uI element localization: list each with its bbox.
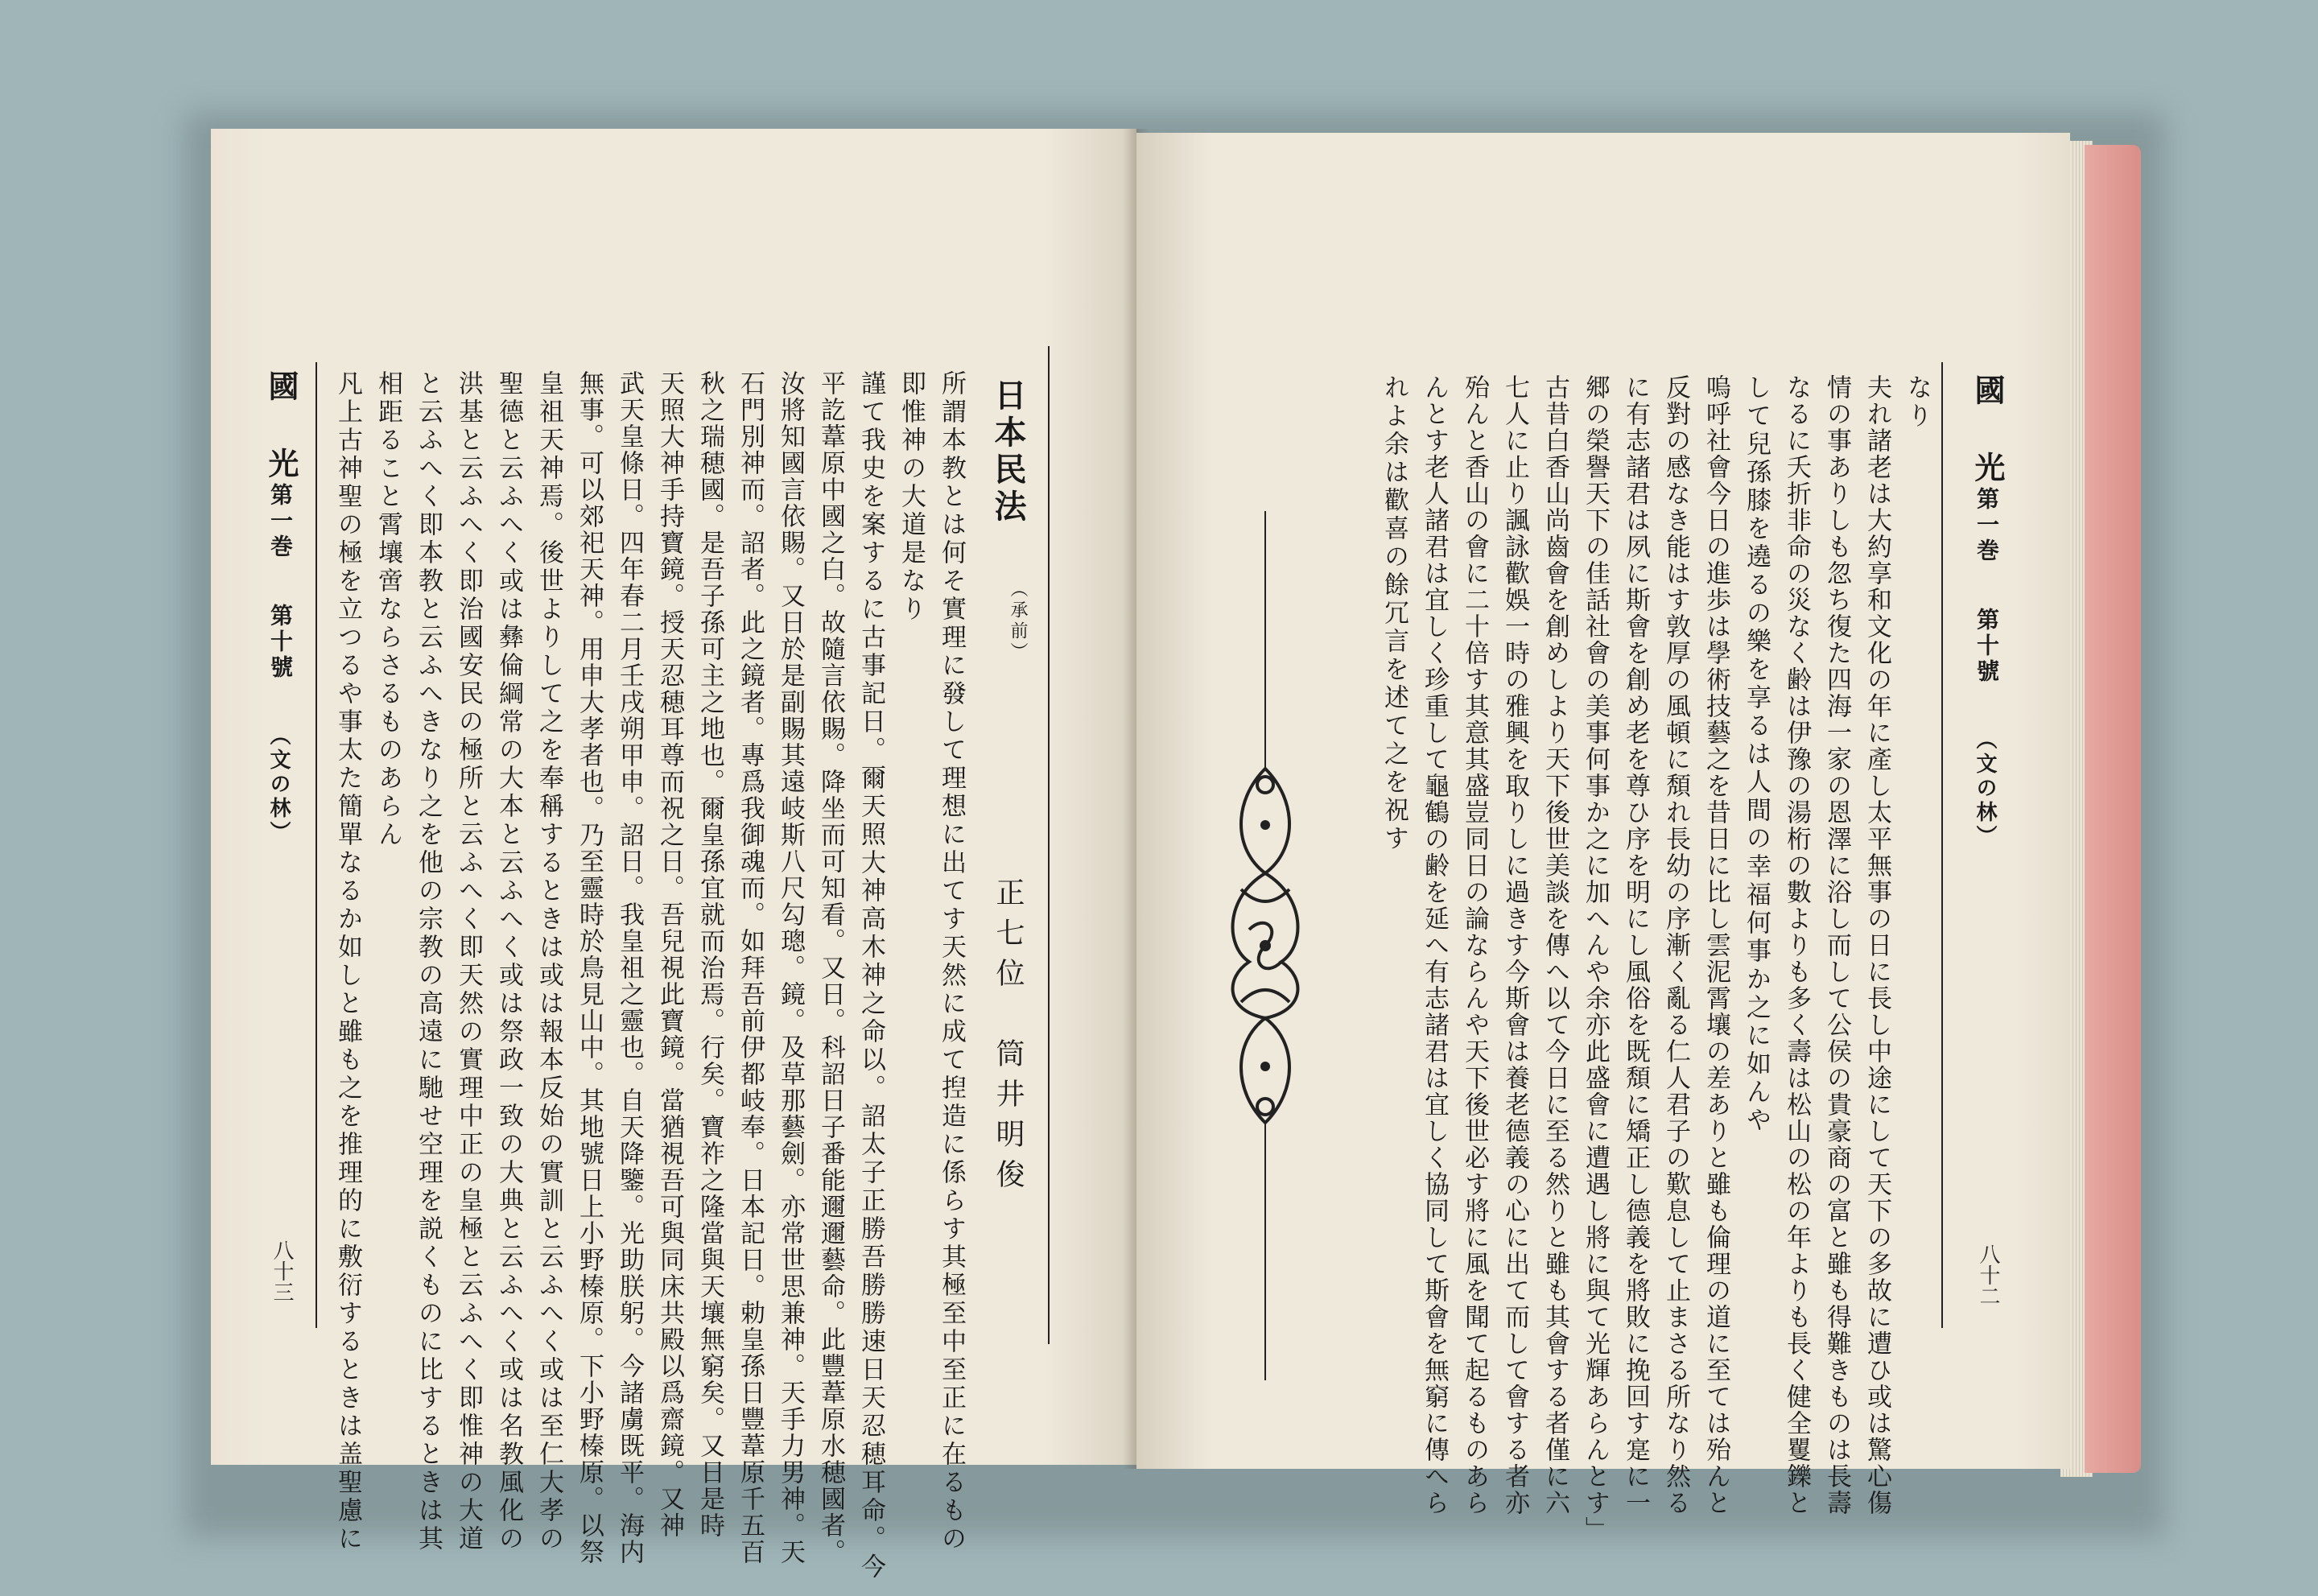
text-column: 洪基と云ふへく即治國安民の極所と云ふへく即天然の實理中正の皇極と云ふへく即惟神の大道 bbox=[454, 370, 483, 1553]
text-column: 聖德と云ふへく或は彝倫綱常の大本と云ふへく或は祭政一致の大典と云ふへく或は名教風化の bbox=[494, 370, 523, 1553]
header-issue: 第十號 bbox=[267, 604, 294, 681]
text-column: 情の事ありしも忽ち復た四海一家の恩澤に浴し而して公侯の貴豪商の富と雖も得難きものは長壽 bbox=[1822, 374, 1851, 1516]
page-number: 八十三 bbox=[270, 1239, 294, 1302]
header-title: 國 光 bbox=[1969, 374, 2006, 490]
header-volume: 第一巻 bbox=[267, 483, 294, 560]
right-header-rule bbox=[1941, 362, 1943, 1328]
text-column: 凡上古神聖の極を立つるや事太た簡單なるか如しと雖も之を推理的に敷衍するときは盖聖慮に bbox=[333, 370, 362, 1553]
text-column: 無事。可以郊祀天神。用申大孝者也。乃至靈時於鳥見山中。其地號日上小野榛原。下小野榛原。以祭 bbox=[575, 370, 604, 1565]
header-section: （文の林） bbox=[266, 724, 291, 845]
text-column: 嗚呼社會今日の進歩は學術技藝之を昔日に比し雲泥霄壤の差ありと雖も倫理の道に至ては殆んと bbox=[1701, 374, 1730, 1516]
text-column: 汝將知國言依賜。又日於是副賜其遠岐斯八尺勾璁。鏡。及草那藝劍。亦常世思兼神。天手力男神。天 bbox=[776, 370, 805, 1565]
text-column: 古昔白香山尚齒會を創めしより天下後世美談を傳へ以て今日に至る然りと雖も其會する者僅に六 bbox=[1541, 374, 1569, 1516]
text-column: して兒孫膝を遶るの樂を享るは人間の幸福何事か之に如んや bbox=[1742, 374, 1771, 1135]
text-column: 七人に止り諷詠歡娛一時の雅興を取りしに過きす今斯會は養老德義の心に出て而して會する者亦 bbox=[1500, 374, 1529, 1516]
text-column: 殆んと香山の會に二十倍す其意其盛豈同日の論ならんや天下後世必す將に風を聞て起るものあら bbox=[1460, 374, 1489, 1516]
text-column: 秋之瑞穂國。是吾子孫可主之地也。爾皇孫宜就而治焉。行矣。寶祚之隆當與天壤無窮矣。又日是時 bbox=[695, 370, 724, 1539]
article-note: （承前） bbox=[1008, 579, 1028, 663]
text-column: 平訖葦原中國之白。故隨言依賜。降坐而可知看。又日。科詔日子番能邇邇藝命。此豐葦原水穂國者。 bbox=[816, 370, 845, 1565]
right-page bbox=[1136, 133, 2070, 1543]
text-column: なるに夭折非命の災なく齢は伊豫の湯桁の數よりも多く壽は松山の松の年よりも長く健全矍鑠と bbox=[1782, 374, 1811, 1516]
text-column: れよ余は歡喜の餘冗言を述て之を祝す bbox=[1380, 374, 1409, 853]
text-column: 即惟神の大道是なり bbox=[897, 370, 926, 624]
text-column: 相距ること霄壤啻ならさるものあらん bbox=[373, 370, 402, 849]
text-column: 謹て我史を案するに古事記日。爾天照大神高木神之命以。詔太子正勝吾勝勝速日天忍穂耳命。今 bbox=[856, 370, 885, 1582]
text-column: 反對の感なき能はす敦厚の風頓に頽れ長幼の序漸く亂る仁人君子の歎息して止まさる所なり然る bbox=[1661, 374, 1690, 1516]
text-column: 皇祖天神焉。後世よりして之を奉稱するときは或は報本反始の實訓と云ふへく或は至仁大孝の bbox=[534, 370, 563, 1553]
text-column: 所謂本教とは何そ實理に發して理想に出てす天然に成て揑造に係らす其極至中至正に在るもの bbox=[937, 370, 966, 1553]
back-cover-edge bbox=[2085, 145, 2141, 1473]
header-volume: 第一巻 bbox=[1974, 487, 2000, 564]
left-top-rule bbox=[1048, 346, 1050, 1344]
text-column: 天照大神手持寶鏡。授天忍穂耳尊而祝之日。吾兒視此寶鏡。當猶視吾可與同床共殿以爲齋鏡。又神 bbox=[655, 370, 684, 1539]
header-title: 國 光 bbox=[263, 370, 299, 486]
article-title: 日本民法 bbox=[989, 378, 1027, 526]
left-header-rule bbox=[316, 362, 317, 1328]
text-column: 武天皇條日。四年春二月壬戌朔甲申。詔日。我皇祖之靈也。自天降鑒。光助朕躬。今諸虜既平。海内 bbox=[615, 370, 644, 1565]
ornament-divider bbox=[1217, 511, 1314, 1380]
text-column: なり bbox=[1903, 374, 1932, 431]
header-section: （文の林） bbox=[1973, 728, 1997, 849]
page-number: 八十二 bbox=[1976, 1243, 2000, 1306]
header-issue: 第十號 bbox=[1974, 608, 2000, 685]
text-column: に有志諸君は夙に斯會を創め老を尊ひ序を明にし風俗を既頽に矯正し德義を將敗に挽回す寔に一 bbox=[1621, 374, 1650, 1516]
ornament-dots bbox=[1260, 820, 1271, 1071]
text-column: 石門別神而。詔者。此之鏡者。專爲我御魂而。如拜吾前伊都岐奉。日本記日。勅皇孫日豐葦原千五百 bbox=[736, 370, 765, 1565]
text-column: 郷の榮譽天下の佳話社會の美事何事か之に加へんや余亦此盛會に遭遇し將に與て光輝あらんとす」 bbox=[1581, 374, 1610, 1543]
text-column: と云ふへく即本教と云ふへきなり之を他の宗教の高遠に馳せ空理を説くものに比するときは其 bbox=[414, 370, 443, 1553]
text-column: んとす老人諸君は宜しく珍重して龜鶴の齢を延へ有志諸君は宜しく協同して斯會を無窮に傳へら bbox=[1420, 374, 1449, 1516]
text-column: 夫れ諸老は大約享和文化の年に產し太平無事の日に長し中途にして天下の多故に遭ひ或は驚心傷 bbox=[1862, 374, 1891, 1516]
left-page bbox=[211, 129, 1136, 1582]
author: 正七位 筒井明俊 bbox=[992, 877, 1025, 1199]
